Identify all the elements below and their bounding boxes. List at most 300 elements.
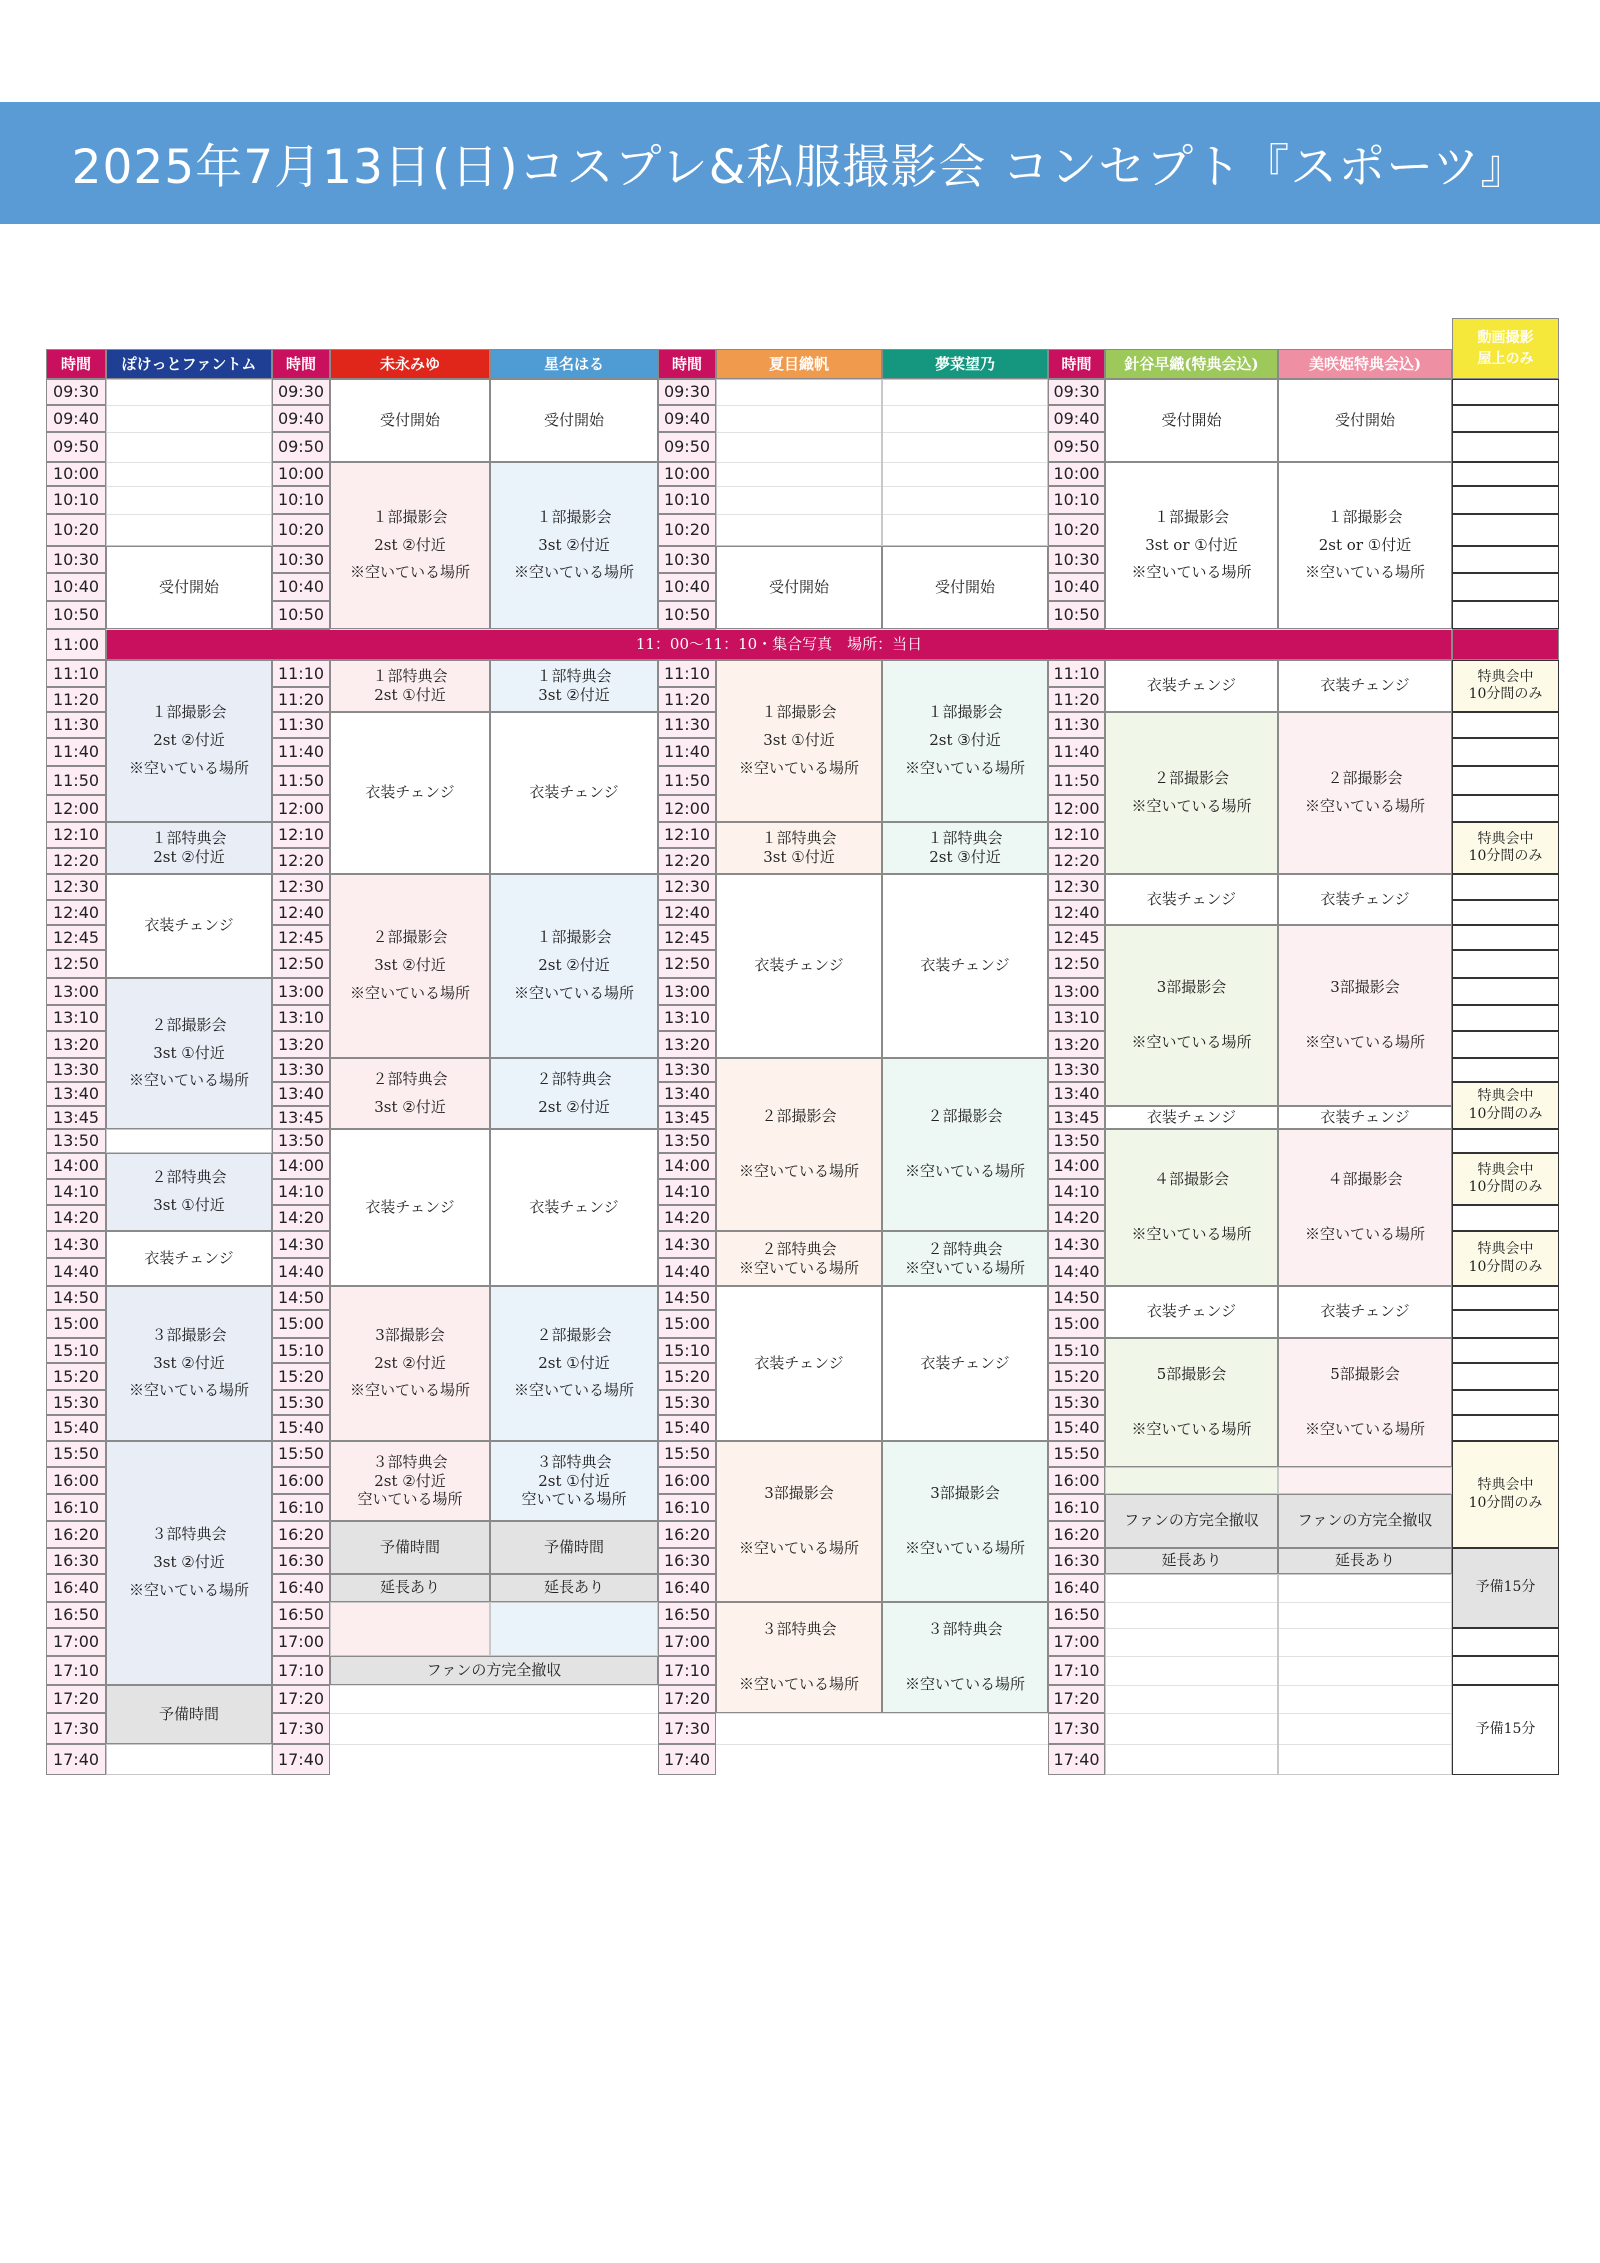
schedule-block: ３部特典会 2st ②付近 空いている場所 [330, 1441, 490, 1521]
schedule-block: ２部特典会 ※空いている場所 [882, 1231, 1048, 1286]
grid-line [330, 1744, 490, 1745]
time-cell: 16:40 [46, 1574, 106, 1602]
time-cell: 12:40 [46, 900, 106, 925]
header-performer-2: 星名はる [490, 349, 658, 379]
time-cell: 16:00 [1048, 1467, 1105, 1494]
span-block: ファンの方完全撤収 [330, 1656, 658, 1685]
video-row [1452, 1286, 1559, 1310]
schedule-block: 衣装チェンジ [1278, 874, 1452, 925]
schedule-block: １部撮影会 3st or ①付近 ※空いている場所 [1105, 462, 1278, 629]
video-row [1452, 925, 1559, 950]
time-cell: 13:00 [658, 978, 716, 1005]
time-cell: 11:50 [272, 766, 330, 795]
time-cell: 14:40 [658, 1258, 716, 1286]
time-cell: 12:00 [1048, 795, 1105, 822]
schedule-block [882, 379, 1048, 546]
time-cell: 10:30 [658, 546, 716, 573]
time-cell: 12:45 [272, 925, 330, 950]
time-cell: 10:00 [658, 462, 716, 486]
time-cell: 12:50 [46, 950, 106, 978]
time-cell: 14:40 [46, 1258, 106, 1286]
time-cell: 15:10 [1048, 1338, 1105, 1363]
time-cell: 12:00 [272, 795, 330, 822]
schedule-block: ファンの方完全撤収 [1278, 1494, 1452, 1548]
schedule-block: 延長あり [330, 1574, 490, 1602]
time-cell: 16:50 [658, 1602, 716, 1628]
time-cell: 10:20 [46, 514, 106, 546]
time-cell: 14:30 [1048, 1231, 1105, 1258]
video-row [1452, 1005, 1559, 1031]
time-cell: 13:50 [658, 1129, 716, 1153]
video-row [1452, 874, 1559, 900]
video-row [1452, 1310, 1559, 1338]
time-cell: 10:00 [46, 462, 106, 486]
schedule-block [106, 379, 272, 546]
time-cell: 16:30 [46, 1548, 106, 1574]
time-cell: 10:50 [1048, 601, 1105, 629]
time-cell: 17:20 [272, 1685, 330, 1713]
time-cell: 11:40 [658, 738, 716, 766]
schedule-block: １部特典会 3st ②付近 [490, 660, 658, 712]
time-cell: 16:30 [1048, 1548, 1105, 1574]
grid-line [882, 1744, 1048, 1745]
time-cell: 16:50 [46, 1602, 106, 1628]
video-row [1452, 1129, 1559, 1153]
time-cell: 11:30 [658, 712, 716, 738]
schedule-block [106, 1744, 272, 1775]
time-cell: 12:30 [658, 874, 716, 900]
schedule-block [490, 1602, 658, 1656]
schedule-block: 衣装チェンジ [716, 1286, 882, 1441]
time-cell: 17:30 [1048, 1713, 1105, 1744]
time-cell: 13:20 [46, 1031, 106, 1058]
time-cell: 15:30 [272, 1390, 330, 1415]
schedule-block: ３部撮影会 3st ②付近 ※空いている場所 [106, 1286, 272, 1441]
schedule-block: ２部撮影会 ※空いている場所 [882, 1058, 1048, 1231]
time-cell: 14:00 [46, 1153, 106, 1179]
time-cell: 12:10 [1048, 822, 1105, 848]
time-cell: 16:20 [272, 1521, 330, 1548]
time-cell: 13:40 [46, 1082, 106, 1106]
schedule-block: １部撮影会 2st ②付近 ※空いている場所 [490, 874, 658, 1058]
schedule-block: 衣装チェンジ [1278, 660, 1452, 712]
schedule-block [106, 1129, 272, 1153]
time-cell: 13:50 [272, 1129, 330, 1153]
video-row [1452, 1656, 1559, 1685]
time-cell: 11:10 [46, 660, 106, 687]
time-cell: 09:30 [658, 379, 716, 405]
schedule-block [330, 1602, 490, 1656]
video-block: 特典会中 10分間のみ [1452, 1153, 1559, 1205]
schedule-block [1105, 1467, 1278, 1494]
grid-line [490, 1744, 658, 1745]
time-cell: 10:30 [272, 546, 330, 573]
video-row [1452, 486, 1559, 514]
schedule-block: １部特典会 2st ①付近 [330, 660, 490, 712]
schedule-block: ２部撮影会 2st ①付近 ※空いている場所 [490, 1286, 658, 1441]
time-cell: 13:45 [46, 1106, 106, 1129]
time-cell: 14:50 [46, 1286, 106, 1310]
schedule-block [1278, 1467, 1452, 1494]
time-cell: 11:20 [272, 687, 330, 712]
schedule-block: 衣装チェンジ [330, 1129, 490, 1286]
time-cell: 16:50 [1048, 1602, 1105, 1628]
time-cell: 16:10 [46, 1494, 106, 1521]
schedule-block: ３部特典会 ※空いている場所 [882, 1602, 1048, 1713]
schedule-block: 延長あり [490, 1574, 658, 1602]
header-time: 時間 [272, 349, 330, 379]
schedule-block: ２部撮影会 ※空いている場所 [1278, 712, 1452, 874]
header-performer-6: 美咲姫特典会込) [1278, 349, 1452, 379]
video-row [1452, 601, 1559, 629]
time-cell: 17:10 [46, 1656, 106, 1685]
time-cell: 10:30 [46, 546, 106, 573]
time-cell: 12:40 [658, 900, 716, 925]
time-cell: 10:20 [1048, 514, 1105, 546]
grid-line [330, 1685, 490, 1686]
video-block: 特典会中 10分間のみ [1452, 1082, 1559, 1129]
time-cell: 09:50 [46, 432, 106, 462]
time-cell: 17:30 [658, 1713, 716, 1744]
schedule-block: 衣装チェンジ [106, 874, 272, 978]
schedule-block: 5部撮影会 ※空いている場所 [1278, 1338, 1452, 1467]
schedule-block: 受付開始 [330, 379, 490, 462]
grid-line [716, 1744, 882, 1745]
time-cell: 17:20 [1048, 1685, 1105, 1713]
time-cell: 12:30 [46, 874, 106, 900]
time-cell: 16:10 [1048, 1494, 1105, 1521]
video-row [1452, 738, 1559, 766]
time-cell: 13:20 [658, 1031, 716, 1058]
time-cell: 16:00 [46, 1467, 106, 1494]
time-cell: 12:50 [272, 950, 330, 978]
time-cell: 11:40 [1048, 738, 1105, 766]
time-cell: 10:00 [272, 462, 330, 486]
time-cell: 10:10 [272, 486, 330, 514]
time-cell: 11:50 [46, 766, 106, 795]
time-cell: 16:00 [658, 1467, 716, 1494]
time-cell: 17:30 [46, 1713, 106, 1744]
time-cell: 14:30 [46, 1231, 106, 1258]
header-performer-1: 未永みゆ [330, 349, 490, 379]
header-performer-0: ぽけっとファントム [106, 349, 272, 379]
time-cell: 13:40 [272, 1082, 330, 1106]
time-cell: 13:00 [46, 978, 106, 1005]
time-cell: 15:20 [272, 1363, 330, 1390]
time-cell: 11:40 [272, 738, 330, 766]
time-cell: 09:30 [46, 379, 106, 405]
time-cell: 14:30 [272, 1231, 330, 1258]
time-cell: 13:30 [658, 1058, 716, 1082]
time-cell: 17:00 [658, 1628, 716, 1656]
time-cell: 15:50 [272, 1441, 330, 1467]
schedule-block: ２部特典会 3st ①付近 [106, 1153, 272, 1231]
schedule-block [716, 379, 882, 546]
header-time: 時間 [46, 349, 106, 379]
time-cell: 13:10 [272, 1005, 330, 1031]
schedule-block: 衣装チェンジ [1278, 1106, 1452, 1129]
header-time: 時間 [1048, 349, 1105, 379]
schedule-block: 衣装チェンジ [1105, 1106, 1278, 1129]
video-row [1452, 379, 1559, 405]
time-cell: 13:00 [1048, 978, 1105, 1005]
time-cell: 11:00 [46, 629, 106, 660]
time-cell: 13:30 [1048, 1058, 1105, 1082]
time-cell: 13:50 [46, 1129, 106, 1153]
schedule-block: ４部撮影会 ※空いている場所 [1278, 1129, 1452, 1286]
schedule-block: 3部撮影会 ※空いている場所 [1105, 925, 1278, 1106]
video-block: 予備15分 [1452, 1548, 1559, 1628]
time-cell: 16:00 [272, 1467, 330, 1494]
time-cell: 10:40 [658, 573, 716, 601]
time-cell: 17:30 [272, 1713, 330, 1744]
time-cell: 15:50 [1048, 1441, 1105, 1467]
time-cell: 14:50 [658, 1286, 716, 1310]
time-cell: 12:00 [658, 795, 716, 822]
time-cell: 12:00 [46, 795, 106, 822]
time-cell: 10:50 [658, 601, 716, 629]
time-cell: 15:40 [1048, 1415, 1105, 1441]
time-cell: 12:10 [272, 822, 330, 848]
schedule-block: １部撮影会 2st ②付近 ※空いている場所 [330, 462, 490, 629]
schedule-block: 衣装チェンジ [106, 1231, 272, 1286]
time-cell: 17:00 [1048, 1628, 1105, 1656]
time-cell: 13:45 [272, 1106, 330, 1129]
time-cell: 14:00 [1048, 1153, 1105, 1179]
time-cell: 13:50 [1048, 1129, 1105, 1153]
time-cell: 15:30 [658, 1390, 716, 1415]
schedule-block: ２部特典会 3st ②付近 [330, 1058, 490, 1129]
time-cell: 15:40 [658, 1415, 716, 1441]
time-cell: 12:20 [272, 848, 330, 874]
time-cell: 09:30 [272, 379, 330, 405]
time-cell: 15:20 [658, 1363, 716, 1390]
time-cell: 14:10 [272, 1179, 330, 1205]
schedule-block: １部特典会 3st ①付近 [716, 822, 882, 874]
header-performer-5: 針谷早織(特典会込) [1105, 349, 1278, 379]
video-row [1452, 1338, 1559, 1363]
time-cell: 13:00 [272, 978, 330, 1005]
schedule-block: 受付開始 [490, 379, 658, 462]
time-cell: 15:30 [46, 1390, 106, 1415]
time-cell: 11:40 [46, 738, 106, 766]
schedule-block: 受付開始 [1278, 379, 1452, 462]
schedule-block [1105, 1574, 1278, 1775]
schedule-block: 衣装チェンジ [1105, 660, 1278, 712]
time-cell: 10:10 [46, 486, 106, 514]
time-cell: 14:10 [658, 1179, 716, 1205]
schedule-block: 予備時間 [490, 1521, 658, 1574]
schedule-block: 衣装チェンジ [882, 874, 1048, 1058]
schedule-block: 受付開始 [1105, 379, 1278, 462]
schedule-block: 5部撮影会 ※空いている場所 [1105, 1338, 1278, 1467]
schedule-block [1278, 1574, 1452, 1775]
time-cell: 12:45 [46, 925, 106, 950]
schedule-block: ４部撮影会 ※空いている場所 [1105, 1129, 1278, 1286]
time-cell: 12:30 [1048, 874, 1105, 900]
schedule-block: ２部特典会 ※空いている場所 [716, 1231, 882, 1286]
time-cell: 14:50 [272, 1286, 330, 1310]
time-cell: 14:20 [658, 1205, 716, 1231]
schedule-block: 延長あり [1278, 1548, 1452, 1574]
schedule-block: １部撮影会 2st or ①付近 ※空いている場所 [1278, 462, 1452, 629]
time-cell: 17:10 [658, 1656, 716, 1685]
video-row [1452, 462, 1559, 486]
time-cell: 14:20 [46, 1205, 106, 1231]
schedule-block: 衣装チェンジ [716, 874, 882, 1058]
time-cell: 16:10 [658, 1494, 716, 1521]
header-time: 時間 [658, 349, 716, 379]
time-cell: 11:50 [1048, 766, 1105, 795]
time-cell: 16:30 [272, 1548, 330, 1574]
time-cell: 15:10 [658, 1338, 716, 1363]
time-cell: 09:40 [1048, 405, 1105, 432]
grid-line [716, 1713, 882, 1714]
time-cell: 11:10 [272, 660, 330, 687]
time-cell: 13:40 [1048, 1082, 1105, 1106]
video-row [1452, 1031, 1559, 1058]
time-cell: 15:50 [658, 1441, 716, 1467]
time-cell: 12:40 [272, 900, 330, 925]
video-block: 特典会中 10分間のみ [1452, 822, 1559, 874]
time-cell: 14:50 [1048, 1286, 1105, 1310]
grid-line [490, 1685, 658, 1686]
time-cell: 17:00 [272, 1628, 330, 1656]
video-row [1452, 978, 1559, 1005]
time-cell: 16:40 [658, 1574, 716, 1602]
time-cell: 15:30 [1048, 1390, 1105, 1415]
video-row [1452, 795, 1559, 822]
time-cell: 09:40 [46, 405, 106, 432]
time-cell: 11:10 [1048, 660, 1105, 687]
time-cell: 13:30 [46, 1058, 106, 1082]
schedule-block: 3部撮影会 ※空いている場所 [716, 1441, 882, 1602]
time-cell: 14:40 [1048, 1258, 1105, 1286]
schedule-block: 3部撮影会 2st ②付近 ※空いている場所 [330, 1286, 490, 1441]
time-cell: 15:50 [46, 1441, 106, 1467]
time-cell: 15:00 [658, 1310, 716, 1338]
schedule-block: 衣装チェンジ [1105, 874, 1278, 925]
time-cell: 16:40 [1048, 1574, 1105, 1602]
time-cell: 16:20 [1048, 1521, 1105, 1548]
schedule-block: ３部特典会 2st ①付近 空いている場所 [490, 1441, 658, 1521]
time-cell: 17:40 [46, 1744, 106, 1775]
schedule-block: 受付開始 [106, 546, 272, 629]
video-row [1452, 405, 1559, 432]
time-cell: 15:00 [1048, 1310, 1105, 1338]
group-photo-row: 11：00〜11：10・集合写真 場所：当日 [106, 629, 1452, 660]
schedule-block: 衣装チェンジ [330, 712, 490, 874]
time-cell: 10:10 [658, 486, 716, 514]
time-cell: 17:40 [1048, 1744, 1105, 1775]
time-cell: 13:45 [658, 1106, 716, 1129]
time-cell: 12:20 [46, 848, 106, 874]
time-cell: 10:30 [1048, 546, 1105, 573]
time-cell: 15:20 [1048, 1363, 1105, 1390]
video-row [1452, 1390, 1559, 1415]
schedule-block: 衣装チェンジ [490, 1129, 658, 1286]
time-cell: 10:50 [46, 601, 106, 629]
schedule-block: 延長あり [1105, 1548, 1278, 1574]
schedule-block: ファンの方完全撤収 [1105, 1494, 1278, 1548]
time-cell: 09:40 [658, 405, 716, 432]
time-cell: 11:30 [46, 712, 106, 738]
schedule-block: 衣装チェンジ [1105, 1286, 1278, 1338]
schedule-block: １部特典会 2st ②付近 [106, 822, 272, 874]
time-cell: 11:20 [658, 687, 716, 712]
time-cell: 14:40 [272, 1258, 330, 1286]
grid-line [882, 1713, 1048, 1714]
time-cell: 17:20 [658, 1685, 716, 1713]
time-cell: 10:10 [1048, 486, 1105, 514]
time-cell: 13:45 [1048, 1106, 1105, 1129]
time-cell: 15:20 [46, 1363, 106, 1390]
header-performer-4: 夢菜望乃 [882, 349, 1048, 379]
time-cell: 13:30 [272, 1058, 330, 1082]
time-cell: 17:20 [46, 1685, 106, 1713]
time-cell: 10:00 [1048, 462, 1105, 486]
schedule-block: １部特典会 2st ③付近 [882, 822, 1048, 874]
time-cell: 10:40 [272, 573, 330, 601]
schedule-block: ３部特典会 3st ②付近 ※空いている場所 [106, 1441, 272, 1685]
time-cell: 16:20 [658, 1521, 716, 1548]
video-row [1452, 1058, 1559, 1082]
time-cell: 12:40 [1048, 900, 1105, 925]
schedule-block: 予備時間 [330, 1521, 490, 1574]
time-cell: 17:10 [272, 1656, 330, 1685]
time-cell: 10:40 [1048, 573, 1105, 601]
schedule-block: 予備時間 [106, 1685, 272, 1744]
time-cell: 12:50 [1048, 950, 1105, 978]
time-cell: 17:00 [46, 1628, 106, 1656]
grid-line [490, 1713, 658, 1714]
time-cell: 13:20 [272, 1031, 330, 1058]
video-row [1452, 950, 1559, 978]
time-cell: 12:30 [272, 874, 330, 900]
schedule-block: 受付開始 [716, 546, 882, 629]
grid-line [330, 1713, 490, 1714]
time-cell: 12:45 [658, 925, 716, 950]
schedule-block: 衣装チェンジ [490, 712, 658, 874]
schedule-block: ３部特典会 ※空いている場所 [716, 1602, 882, 1713]
schedule-block: 3部撮影会 ※空いている場所 [1278, 925, 1452, 1106]
video-block: 特典会中 10分間のみ [1452, 1441, 1559, 1548]
time-cell: 16:50 [272, 1602, 330, 1628]
time-cell: 14:00 [272, 1153, 330, 1179]
schedule-block: １部撮影会 2st ③付近 ※空いている場所 [882, 660, 1048, 822]
time-cell: 13:10 [658, 1005, 716, 1031]
time-cell: 15:40 [272, 1415, 330, 1441]
time-cell: 14:30 [658, 1231, 716, 1258]
time-cell: 16:30 [658, 1548, 716, 1574]
video-block: 特典会中 10分間のみ [1452, 1231, 1559, 1286]
schedule-block: ２部撮影会 ※空いている場所 [716, 1058, 882, 1231]
time-cell: 12:10 [658, 822, 716, 848]
time-cell: 15:10 [46, 1338, 106, 1363]
time-cell: 14:10 [46, 1179, 106, 1205]
schedule-block: 3部撮影会 ※空いている場所 [882, 1441, 1048, 1602]
time-cell: 10:50 [272, 601, 330, 629]
time-cell: 15:40 [46, 1415, 106, 1441]
schedule-block: １部撮影会 3st ②付近 ※空いている場所 [490, 462, 658, 629]
video-cell [1452, 629, 1559, 660]
time-cell: 09:50 [272, 432, 330, 462]
time-cell: 11:20 [1048, 687, 1105, 712]
schedule-block: 受付開始 [882, 546, 1048, 629]
header-video: 動画撮影 屋上のみ [1452, 318, 1559, 379]
time-cell: 11:10 [658, 660, 716, 687]
video-row [1452, 712, 1559, 738]
